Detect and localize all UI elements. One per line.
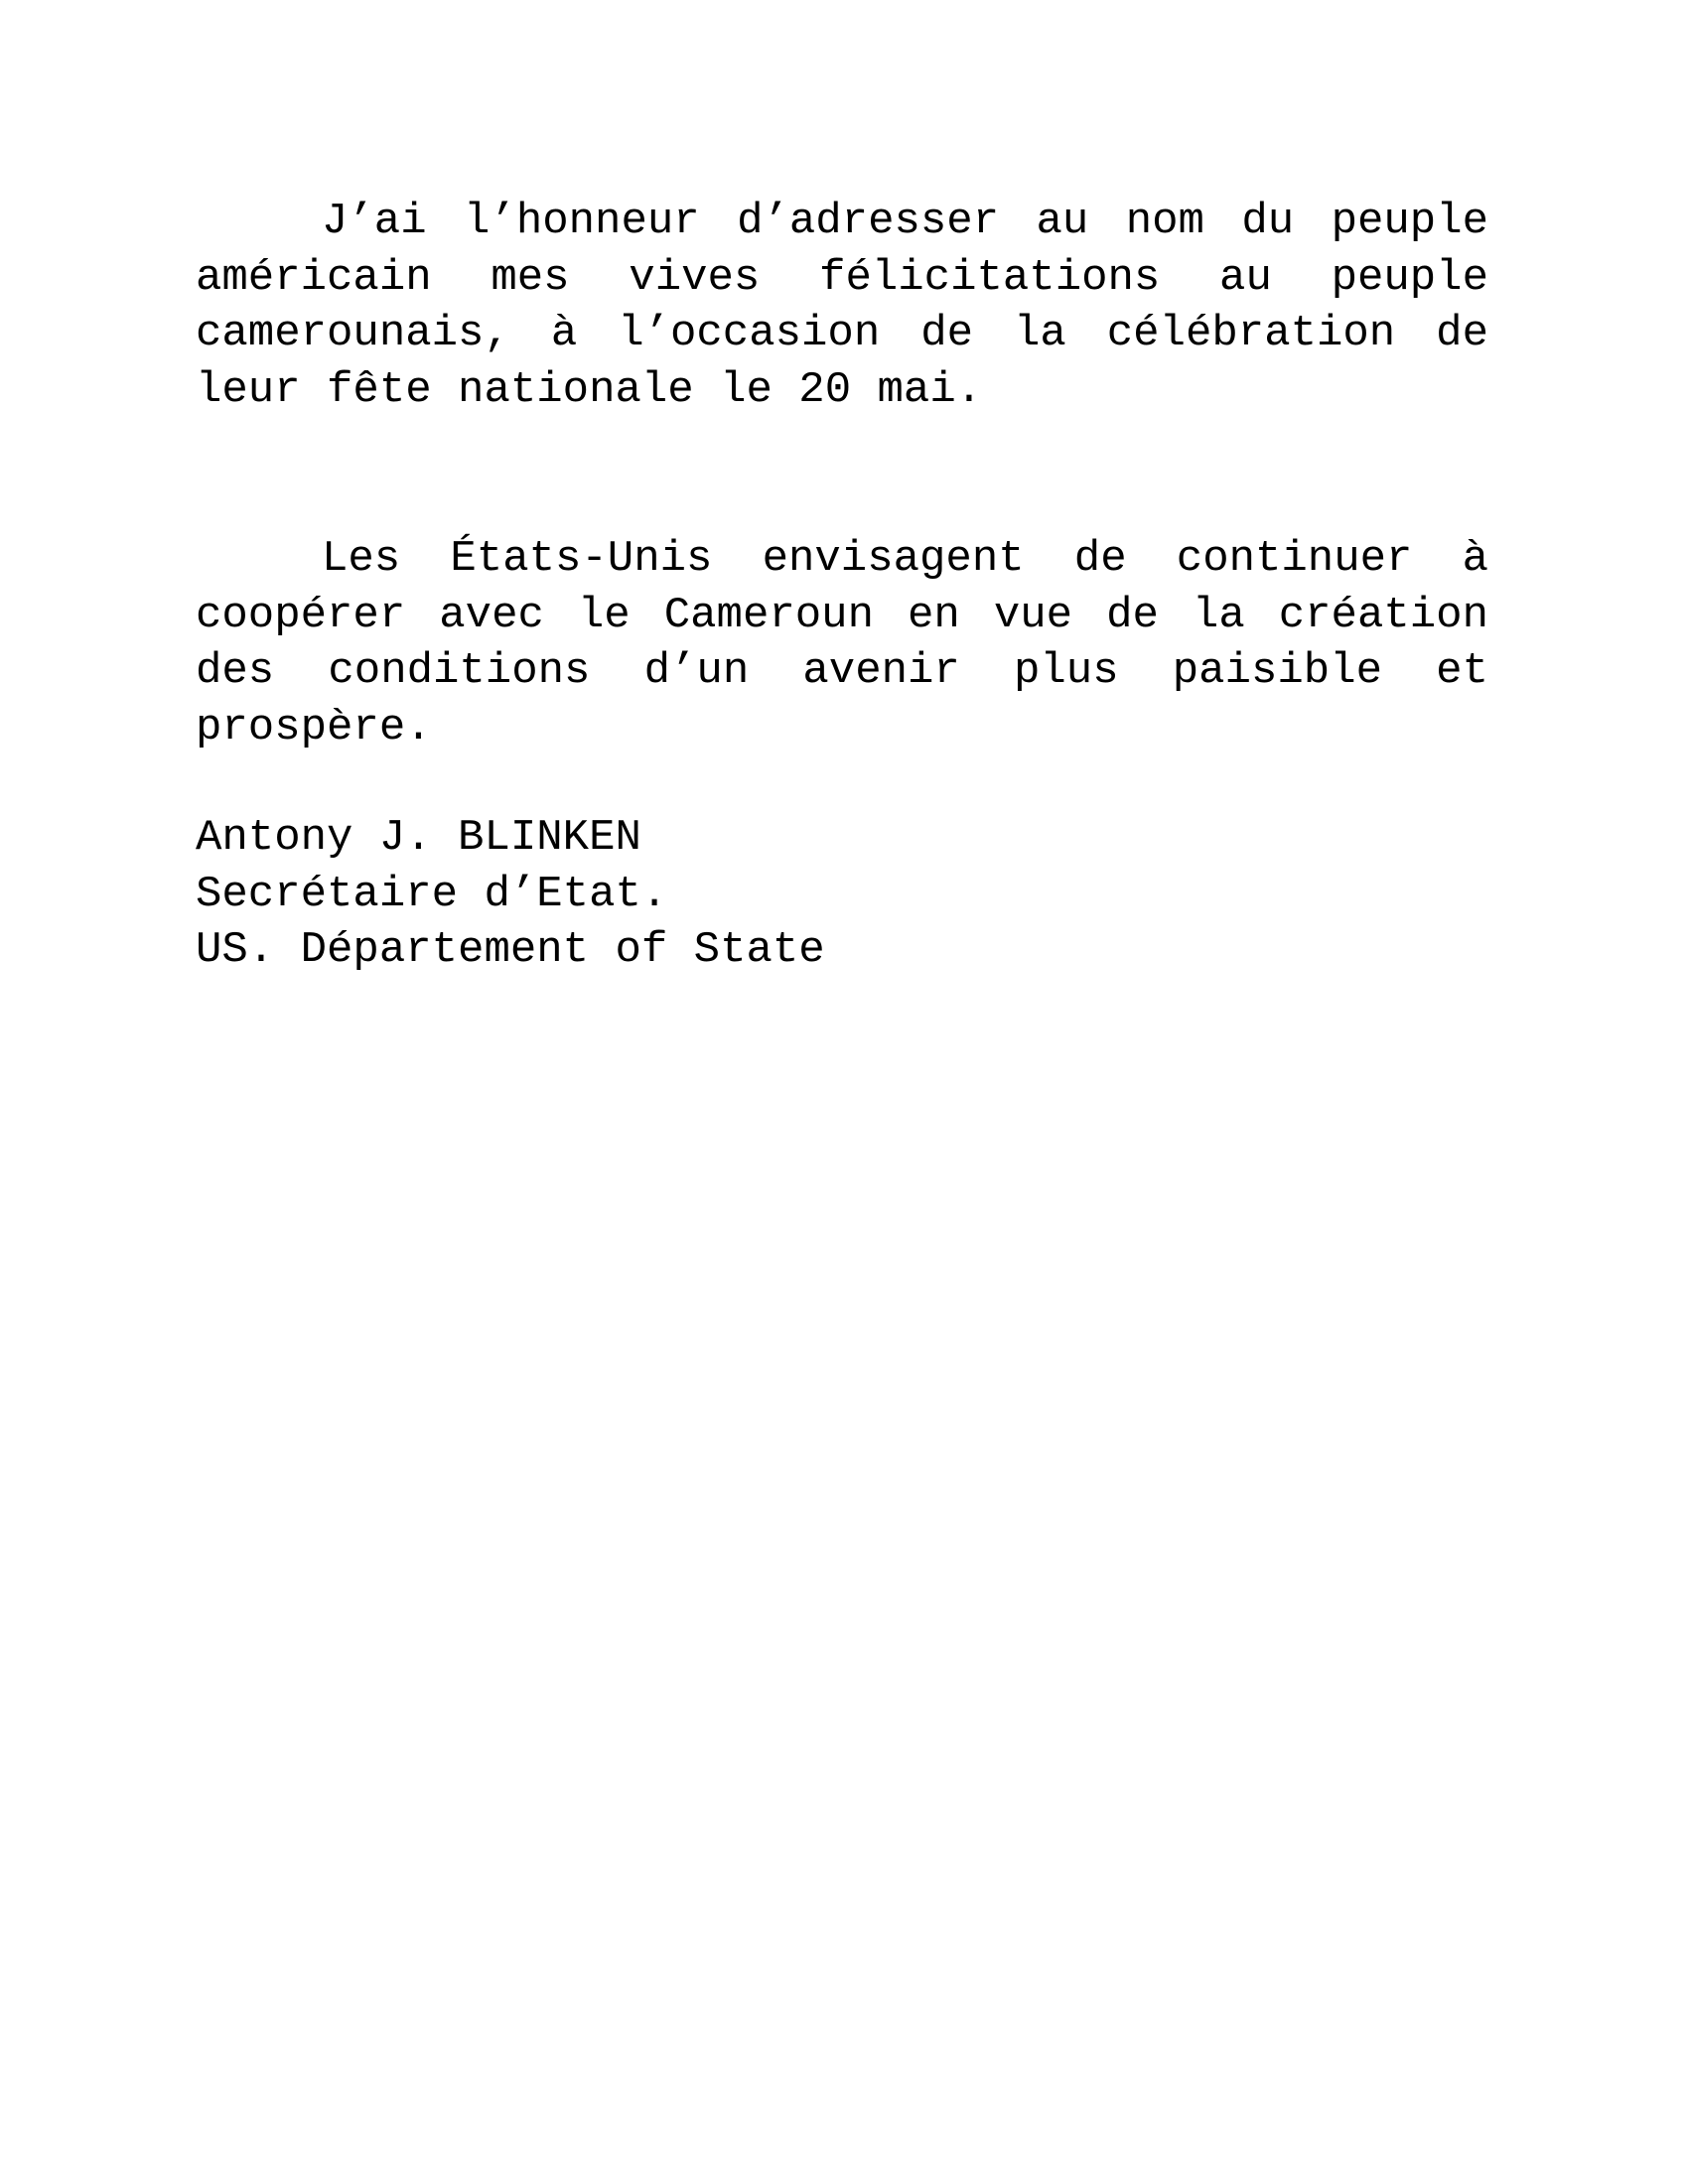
paragraph-text: J’ai l’honneur d’adresser au nom du peuple américain mes vives félicitations au peuple camerounais, à l’occasion de la célébration de leur fête nationale le 20 mai. bbox=[196, 197, 1488, 415]
letter-body-paragraph-1 bbox=[196, 194, 1488, 418]
signatory-name: Antony J. BLINKEN bbox=[196, 813, 641, 863]
letter-body-paragraph-2 bbox=[196, 531, 1488, 755]
signature-block bbox=[196, 810, 825, 979]
signatory-title: Secrétaire d’Etat. bbox=[196, 869, 668, 919]
paragraph-text: Les États-Unis envisagent de continuer à coopérer avec le Cameroun en vue de la création des conditions d’un avenir plus paisible et prospère. bbox=[196, 534, 1488, 752]
signatory-organization: US. Département of State bbox=[196, 925, 825, 975]
